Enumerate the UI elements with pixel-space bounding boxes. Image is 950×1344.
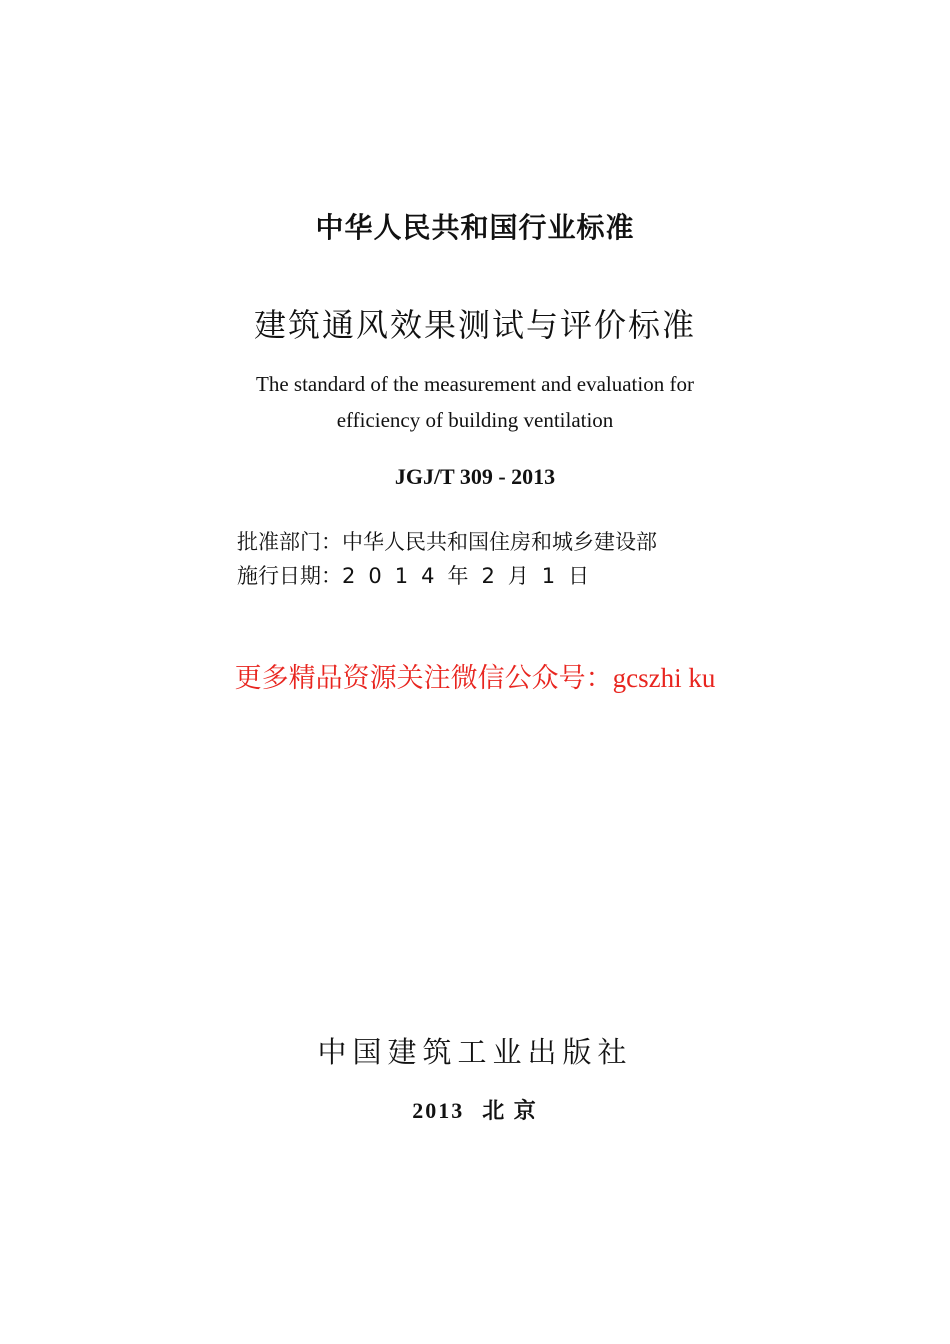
publication-year: 2013: [412, 1098, 465, 1123]
publication-city: 北 京: [482, 1098, 538, 1123]
standard-series: 中华人民共和国行业标准: [315, 211, 635, 244]
title-english-line-2: efficiency of building ventilation: [336, 408, 614, 432]
publisher: 中国建筑工业出版社: [317, 1035, 633, 1069]
title-chinese: 建筑通风效果测试与评价标准: [253, 306, 696, 344]
standard-code: JGJ/T 309 - 2013: [394, 464, 556, 489]
approval-value: 中华人民共和国住房和城乡建设部: [342, 530, 657, 554]
promo-code: gcszhi ku: [612, 663, 716, 693]
promo-text: 更多精品资源关注微信公众号：: [234, 663, 613, 694]
effective-date-value: 2014年2月1日: [342, 564, 603, 588]
approval-department: [237, 526, 657, 556]
effective-date: [237, 560, 602, 590]
approval-label: 批准部门：: [237, 530, 342, 554]
effective-date-label: 施行日期：: [237, 564, 342, 588]
title-english-line-1: The standard of the measurement and evaluation for: [256, 372, 694, 396]
publication-place: [0, 1094, 950, 1125]
promo-notice: [0, 656, 950, 695]
